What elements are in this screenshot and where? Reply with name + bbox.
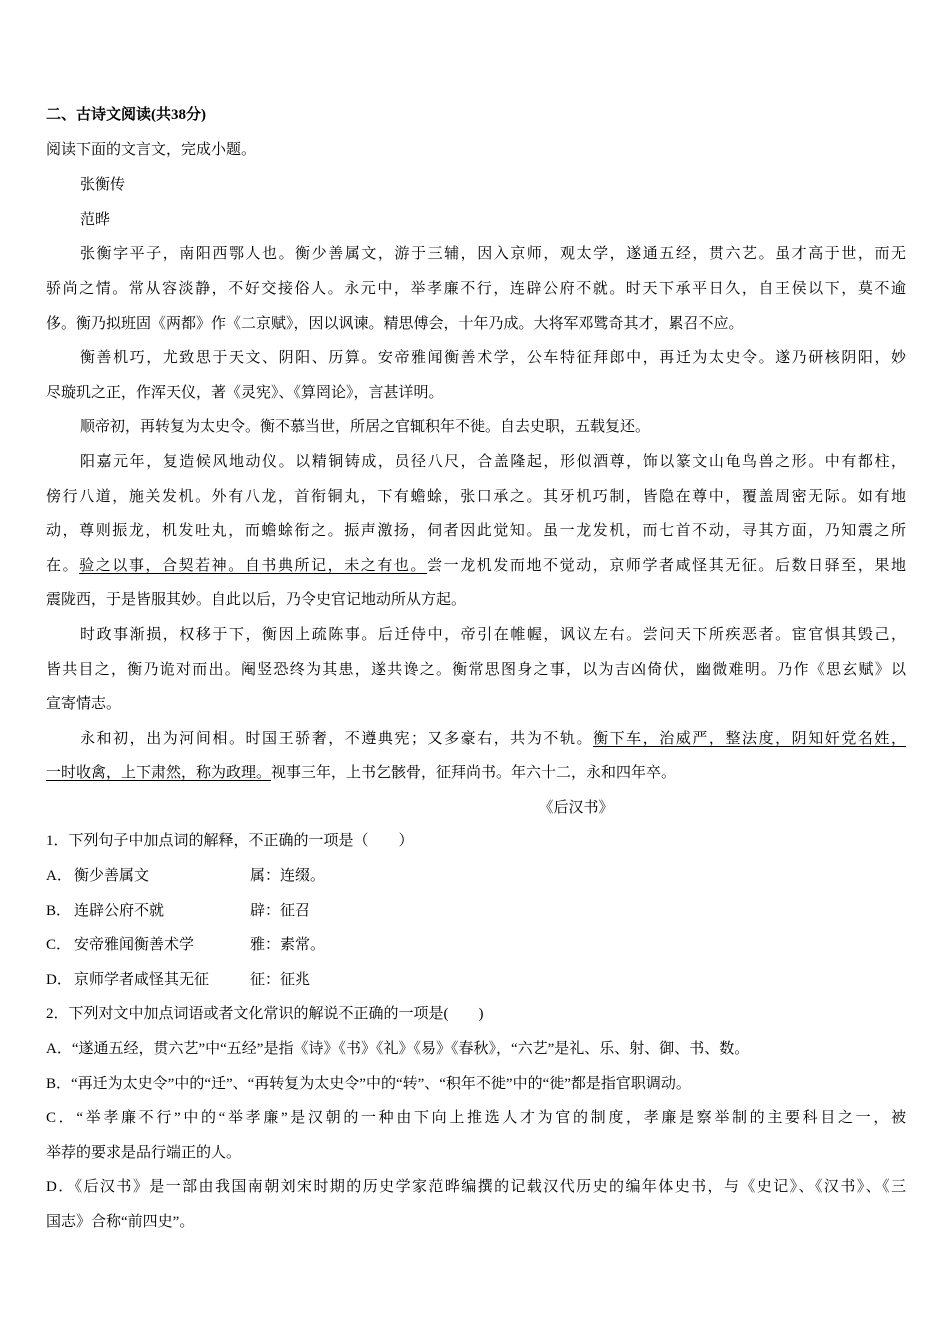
text-line — [46, 721, 906, 756]
text-line: 傍行八道，施关发机。外有八龙，首衔铜丸，下有蟾蜍，张口承之。其牙机巧制，皆隐在尊中，覆盖周密无际。如有地 — [46, 486, 906, 505]
text-line: 顺帝初，再转复为太史令。衡不慕当世，所居之官辄积年不徙。自去史职，五载复还。 — [80, 417, 651, 436]
passage-author: 范晔 — [80, 209, 111, 228]
option-text: 京师学者咸怪其无征 — [74, 971, 210, 988]
text-line — [46, 755, 906, 790]
option-text: 安帝雅闻衡善术学 — [74, 937, 195, 954]
question-1-option-a — [46, 859, 906, 894]
option-label: B． — [46, 902, 72, 919]
text-line: 时政事渐损，权移于下，衡因上疏陈事。后迁侍中，帝引在帷幄，讽议左右。尝问天下所疾恶者。宦官惧其毁己， — [80, 624, 906, 643]
text-line: 震陇西，于是皆服其妙。自此以后，乃令史官记地动所从方起。 — [46, 590, 467, 609]
question-2-option-d: D．《后汉书》是一部由我国南朝刘宋时期的历史学家范晔编撰的记载汉代历史的编年体史书，与《史记》、《汉书》、《三 — [46, 1179, 906, 1196]
option-text: 连辟公府不就 — [74, 902, 165, 919]
text-line: 阳嘉元年，复造候风地动仪。以精铜铸成，员径八尺，合盖隆起，形似酒尊，饰以篆文山龟鸟兽之形。中有都柱， — [80, 451, 906, 470]
question-2-option-d-cont: 国志》合称“前四史”。 — [46, 1214, 195, 1230]
text-line: 宣寄情志。 — [46, 694, 122, 713]
text-line: 动，尊则振龙，机发吐丸，而蟾蜍衔之。振声激扬，伺者因此觉知。虽一龙发机，而七首不动，寻其方面，乃知震之所 — [46, 521, 906, 540]
question-2-stem: 2．下列对文中加点词语或者文化常识的解说不正确的一项是( ) — [46, 1006, 484, 1023]
instruction: 阅读下面的文言文，完成小题。 — [46, 141, 257, 158]
option-gloss: 征：征兆 — [250, 971, 311, 988]
question-2-option-b: B．“再迁为太史令”中的“迁”、“再转复为太史令”中的“转”、“积年不徙”中的“徙”都是指官职调动。 — [46, 1075, 691, 1092]
option-gloss: 属：连缀。 — [250, 868, 326, 885]
paragraph-4 — [46, 444, 906, 617]
question-1-stem: 1．下列句子中加点词的解释，不正确的一项是（ ） — [46, 833, 414, 850]
option-label: D． — [46, 971, 72, 988]
question-1-option-c — [46, 928, 906, 963]
option-text: 衡少善属文 — [74, 868, 150, 885]
text-line: 衡善机巧，尤致思于天文、阴阳、历算。安帝雅闻衡善术学，公车特征拜郎中，再迁为太史令。遂乃研核阴阳，妙 — [80, 348, 906, 367]
question-2-option-a: A．“遂通五经，贯六艺”中“五经”是指《诗》《书》《礼》《易》《春秋》，“六艺”是礼、乐、射、御、书、数。 — [46, 1041, 750, 1058]
text-line: 尽璇玑之正，作浑天仪，著《灵宪》、《算罔论》，言甚详明。 — [46, 382, 444, 401]
text-line: 侈。衡乃拟班固《两都》作《二京赋》，因以讽谏。精思傅会，十年乃成。大将军邓骘奇其才，累召不应。 — [46, 313, 744, 332]
text-span: 永和初，出为河间相。时国王骄奢，不遵典宪；又多豪右，共为不轨。 — [80, 728, 594, 747]
option-gloss: 雅：素常。 — [250, 937, 326, 954]
underlined-sentence: 一时收禽，上下肃然，称为政理。 — [46, 763, 272, 782]
passage-source: 《后汉书》 — [538, 797, 614, 816]
underlined-sentence: 验之以事，合契若神。自书典所记，未之有也。 — [79, 555, 428, 574]
paragraph-3 — [46, 409, 906, 444]
option-label: C． — [46, 937, 72, 954]
paragraph-6 — [46, 721, 906, 790]
section-title: 二、古诗文阅读(共38分) — [46, 107, 206, 123]
text-span: 在。 — [46, 555, 80, 574]
passage-title: 张衡传 — [80, 175, 126, 194]
text-span: 尝一龙机发而地不觉动，京师学者咸怪其无征。后数日驿至，果地 — [427, 555, 906, 574]
text-line: 皆共目之，衡乃诡对而出。阉竖恐终为其患，遂共谗之。衡常思图身之事，以为吉凶倚伏，幽微难明。乃作《思玄赋》以 — [46, 659, 906, 678]
paragraph-5 — [46, 617, 906, 721]
paragraph-1 — [46, 236, 906, 340]
text-line: 张衡字平子，南阳西鄂人也。衡少善属文，游于三辅，因入京师，观太学，遂通五经，贯六艺。虽才高于世，而无 — [80, 244, 906, 263]
paragraph-2 — [46, 340, 906, 409]
document-page — [46, 98, 906, 1240]
question-2-option-c-cont: 举荐的要求是品行端正的人。 — [46, 1144, 242, 1161]
text-line: 骄尚之情。常从容淡静，不好交接俗人。永元中，举孝廉不行，连辟公府不就。时天下承平日久，自王侯以下，莫不逾 — [46, 278, 906, 297]
option-label: A． — [46, 868, 72, 885]
text-line — [46, 548, 906, 583]
underlined-sentence: 衡下车，治威严，整法度，阴知奸党名姓， — [593, 728, 906, 747]
question-1-option-b — [46, 894, 906, 929]
text-span: 视事三年，上书乞骸骨，征拜尚书。年六十二，永和四年卒。 — [271, 763, 677, 782]
option-gloss: 辟：征召 — [250, 902, 311, 919]
question-1-option-d — [46, 963, 906, 998]
question-2-option-c: C．“举孝廉不行”中的“举孝廉”是汉朝的一种由下向上推选人才为官的制度，孝廉是察举制的主要科目之一，被 — [46, 1110, 906, 1127]
